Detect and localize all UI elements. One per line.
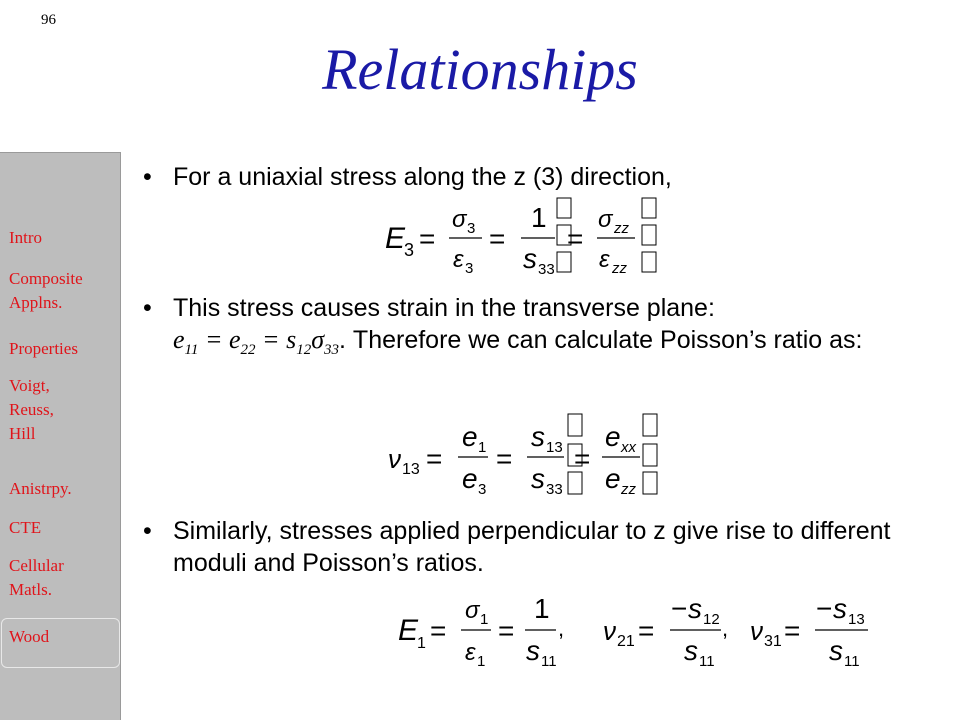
svg-text:σ: σ: [465, 597, 480, 624]
svg-text:zz: zz: [621, 481, 636, 498]
svg-text:s: s: [688, 593, 702, 624]
svg-text:=: =: [489, 223, 506, 254]
svg-text:e: e: [605, 463, 621, 494]
bullet-2-part2: . Therefore we can calculate Poisson’s ratio as:: [339, 326, 863, 354]
nav-item-cte[interactable]: CTE: [9, 518, 42, 537]
svg-text:E: E: [385, 222, 406, 255]
svg-text:21: 21: [617, 633, 635, 650]
svg-text:1: 1: [534, 593, 550, 624]
bullet-2-text: [173, 292, 913, 366]
svg-text:ε: ε: [599, 246, 610, 273]
svg-text:−: −: [671, 593, 688, 624]
nav-item-composite-applns[interactable]: Composite Applns.: [9, 269, 83, 312]
svg-text:11: 11: [844, 653, 860, 670]
svg-text:zz: zz: [612, 260, 627, 277]
svg-text:,: ,: [722, 616, 729, 641]
svg-text:13: 13: [402, 461, 420, 478]
svg-text:3: 3: [404, 240, 415, 260]
svg-text:=: =: [496, 443, 513, 474]
svg-text:ε: ε: [453, 246, 464, 273]
svg-text:33: 33: [546, 481, 563, 498]
svg-text:σ: σ: [598, 206, 613, 233]
svg-text:=: =: [567, 223, 584, 254]
sidebar-nav: [0, 152, 121, 720]
svg-text:e: e: [605, 421, 621, 452]
svg-text:e: e: [462, 421, 478, 452]
bullet-marker: •: [143, 517, 152, 545]
svg-text:3: 3: [465, 260, 474, 277]
svg-text:=: =: [426, 443, 443, 474]
bullet-2-part1: This stress causes strain in the transverse plane:: [173, 294, 715, 322]
bullet-marker: •: [143, 294, 152, 322]
svg-text:11: 11: [699, 653, 715, 670]
svg-text:=: =: [638, 615, 655, 646]
svg-text:ν: ν: [388, 444, 401, 474]
svg-text:zz: zz: [614, 220, 629, 237]
equation-nu13: [388, 412, 668, 503]
svg-text:ν: ν: [750, 616, 763, 646]
svg-text:1: 1: [478, 439, 487, 456]
svg-text:s: s: [684, 635, 698, 666]
svg-text:1: 1: [480, 611, 489, 628]
equation-e1-nu21-nu31: [398, 590, 878, 679]
svg-text:s: s: [526, 635, 540, 666]
svg-text:ε: ε: [465, 639, 476, 666]
nav-item-cellular-matls[interactable]: Cellular Matls.: [9, 556, 64, 599]
bullet-1-text: For a uniaxial stress along the z (3) direction,: [173, 163, 672, 191]
page-number: 96: [41, 12, 56, 28]
svg-text:3: 3: [478, 481, 487, 498]
svg-text:e: e: [462, 463, 478, 494]
svg-text:12: 12: [703, 611, 720, 628]
slide-title: Relationships: [322, 37, 638, 102]
strain-relation-formula: $e_{11} = e_{22} = s_{12}\sigma_{33}$: [173, 325, 340, 359]
equation-e3: [385, 196, 675, 283]
bullet-2: [143, 292, 923, 402]
svg-text:1: 1: [531, 202, 547, 233]
svg-text:E: E: [398, 614, 419, 647]
svg-text:31: 31: [764, 633, 782, 650]
svg-text:=: =: [498, 615, 515, 646]
svg-text:s: s: [829, 635, 843, 666]
svg-text:13: 13: [848, 611, 865, 628]
nav-item-properties[interactable]: Properties: [9, 339, 78, 358]
svg-text:3: 3: [467, 220, 476, 237]
svg-text:33: 33: [538, 261, 555, 278]
bullet-1: [143, 161, 923, 201]
svg-text:11: 11: [541, 653, 557, 670]
svg-text:=: =: [430, 615, 447, 646]
svg-text:xx: xx: [621, 439, 636, 456]
svg-text:=: =: [419, 223, 436, 254]
svg-text:s: s: [523, 243, 537, 274]
bullet-marker: •: [143, 163, 152, 191]
svg-text:s: s: [531, 421, 545, 452]
nav-item-anistrpy[interactable]: Anistrpy.: [9, 479, 72, 498]
svg-text:ν: ν: [603, 616, 616, 646]
svg-text:=: =: [784, 615, 801, 646]
svg-text:s: s: [531, 463, 545, 494]
bullet-3: [143, 515, 923, 585]
svg-text:1: 1: [477, 653, 486, 670]
svg-text:1: 1: [417, 635, 426, 652]
svg-text:σ: σ: [452, 206, 467, 233]
svg-text:=: =: [574, 443, 591, 474]
nav-item-wood[interactable]: Wood: [9, 627, 50, 646]
nav-item-voigt-reuss-hill[interactable]: Voigt, Reuss, Hill: [9, 376, 54, 443]
svg-text:−: −: [816, 593, 833, 624]
svg-text:,: ,: [558, 616, 565, 641]
bullet-3-text: Similarly, stresses applied perpendicular to z give rise to different moduli and Poisson’s ratios.: [173, 517, 891, 577]
svg-text:s: s: [833, 593, 847, 624]
svg-text:13: 13: [546, 439, 563, 456]
nav-item-intro[interactable]: Intro: [9, 228, 43, 247]
